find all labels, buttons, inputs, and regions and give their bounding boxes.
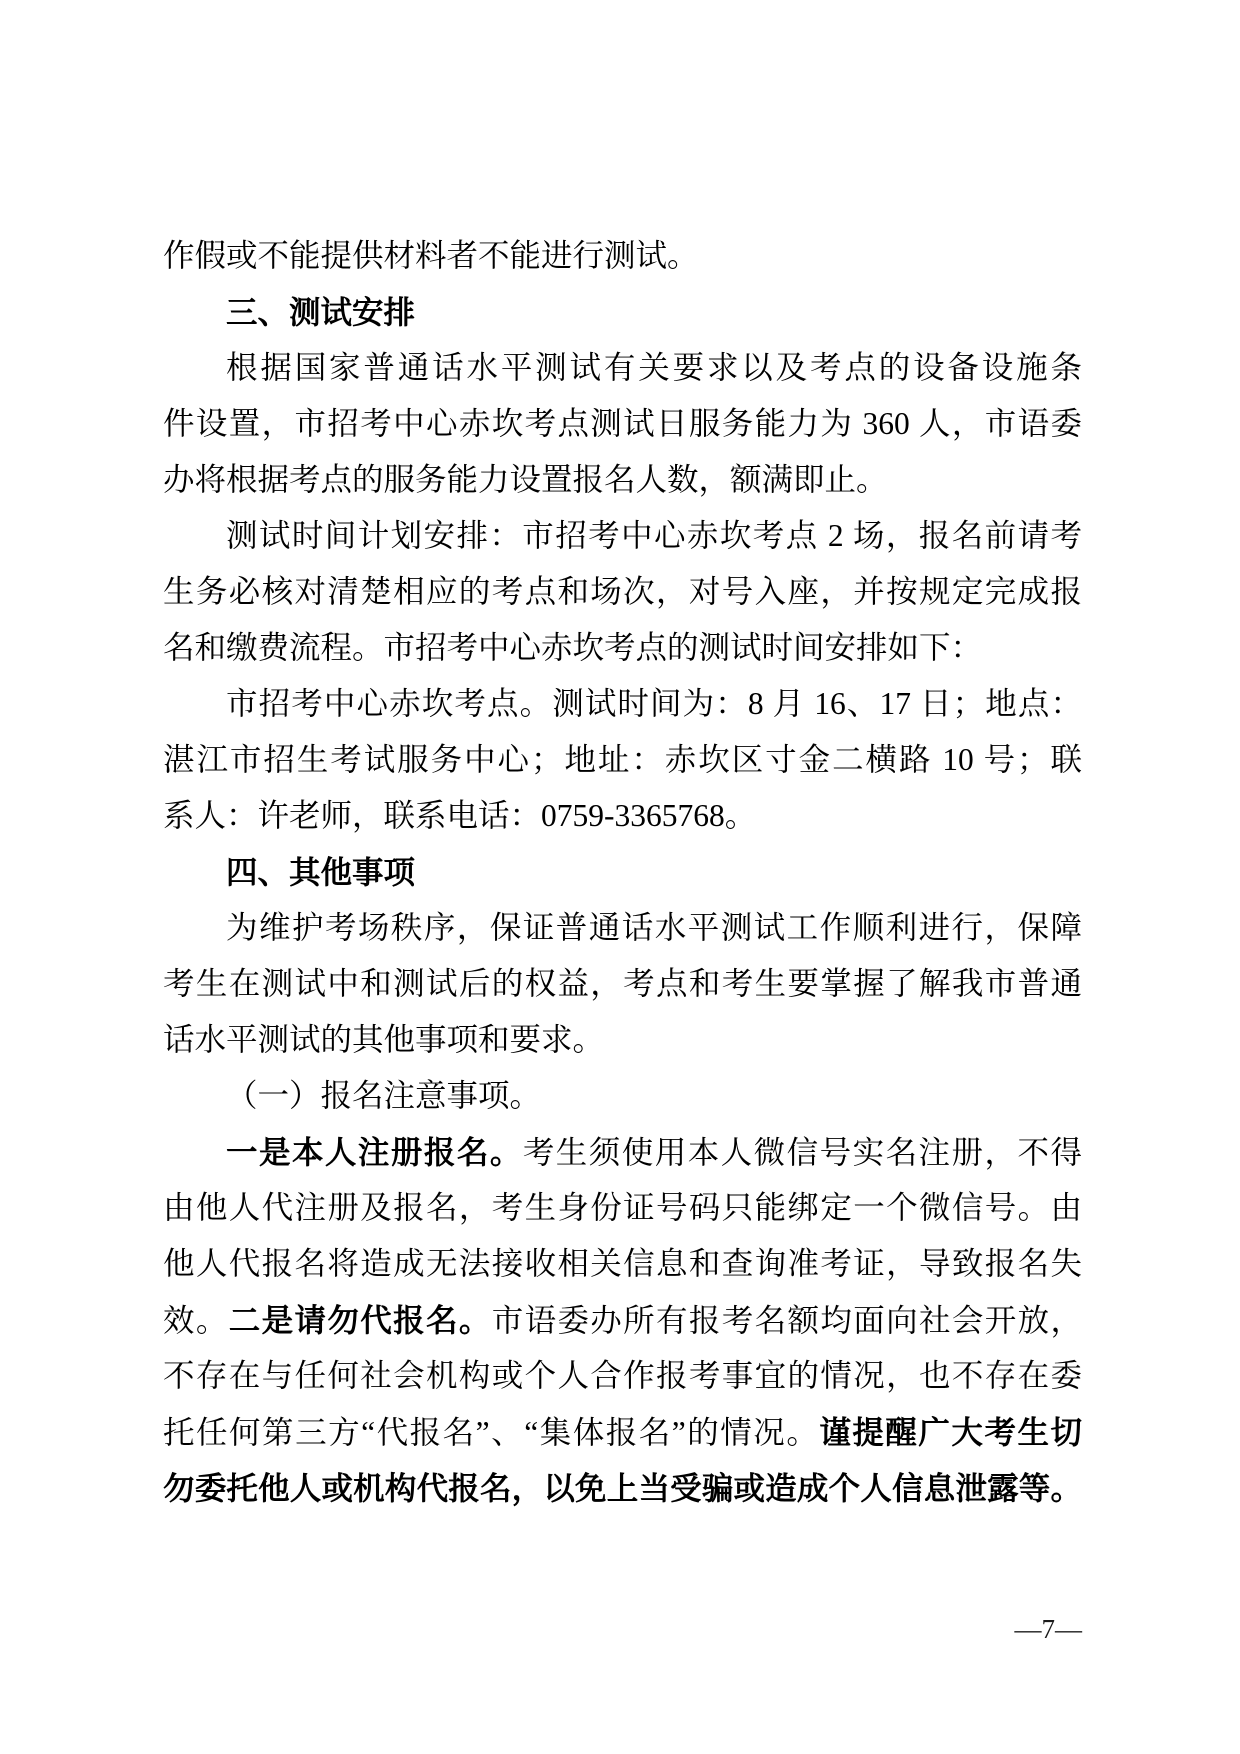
text-line xyxy=(163,508,1082,564)
text-segment: 考生须使用本人微信号实名注册，不得 xyxy=(522,1135,1082,1170)
text-segment: 效。 xyxy=(163,1303,229,1338)
text-segment: （一）报名注意事项。 xyxy=(226,1078,542,1113)
text-segment: 为维护考场秩序，保证普通话水平测试工作顺利进行，保障 xyxy=(226,910,1082,945)
text-segment: 根据国家普通话水平测试有关要求以及考点的设备设施条 xyxy=(226,350,1082,385)
text-line xyxy=(163,1348,1082,1404)
text-segment: 托任何第三方“代报名”、“集体报名”的情况。 xyxy=(163,1415,820,1450)
text-segment: 作假或不能提供材料者不能进行测试。 xyxy=(163,238,699,273)
text-line xyxy=(163,676,1082,732)
text-segment: 生务必核对清楚相应的考点和场次，对号入座，并按规定完成报 xyxy=(163,574,1082,609)
text-segment: 话水平测试的其他事项和要求。 xyxy=(163,1022,605,1057)
text-line xyxy=(163,1292,1082,1348)
text-segment: 勿委托他人或机构代报名，以免上当受骗或造成个人信息泄露等。 xyxy=(163,1470,1082,1506)
text-line xyxy=(163,1404,1082,1460)
text-segment: 考生在测试中和测试后的权益，考点和考生要掌握了解我市普通 xyxy=(163,966,1082,1001)
text-line xyxy=(163,732,1082,788)
text-segment: 测试时间计划安排：市招考中心赤坎考点 2 场，报名前请考 xyxy=(226,518,1082,553)
text-line xyxy=(163,956,1082,1012)
section-heading: 四、其他事项 xyxy=(226,854,416,890)
text-segment: 二是请勿代报名。 xyxy=(228,1302,492,1338)
text-segment: 谨提醒广大考生切 xyxy=(819,1414,1082,1450)
text-segment: 市语委办所有报考名额均面向社会开放， xyxy=(491,1303,1082,1338)
page-number: —7— xyxy=(1014,1614,1082,1644)
section-heading: 三、测试安排 xyxy=(226,294,416,330)
text-line xyxy=(163,396,1082,452)
text-segment: 由他人代注册及报名，考生身份证号码只能绑定一个微信号。由 xyxy=(163,1190,1082,1225)
text-line xyxy=(163,900,1082,956)
text-line xyxy=(163,1180,1082,1236)
text-segment: 名和缴费流程。市招考中心赤坎考点的测试时间安排如下： xyxy=(163,630,983,665)
text-segment: 系人：许老师，联系电话：0759-3365768。 xyxy=(163,798,757,833)
text-line xyxy=(163,788,1082,844)
text-segment: 一是本人注册报名。 xyxy=(226,1134,523,1170)
text-line xyxy=(163,452,1082,508)
document-body xyxy=(163,228,1082,1516)
text-line xyxy=(163,1460,1082,1516)
text-segment: 件设置，市招考中心赤坎考点测试日服务能力为 360 人，市语委 xyxy=(163,406,1082,441)
text-segment: 他人代报名将造成无法接收相关信息和查询准考证，导致报名失 xyxy=(163,1246,1082,1281)
text-line xyxy=(163,564,1082,620)
text-line xyxy=(163,1068,1082,1124)
text-line xyxy=(163,1124,1082,1180)
text-line xyxy=(163,284,1082,340)
text-segment: 不存在与任何社会机构或个人合作报考事宜的情况，也不存在委 xyxy=(163,1358,1082,1393)
text-line xyxy=(163,340,1082,396)
text-segment: 办将根据考点的服务能力设置报名人数，额满即止。 xyxy=(163,462,888,497)
text-line xyxy=(163,844,1082,900)
text-line xyxy=(163,620,1082,676)
text-line xyxy=(163,228,1082,284)
text-segment: 市招考中心赤坎考点。测试时间为：8 月 16、17 日；地点： xyxy=(226,686,1082,721)
text-line xyxy=(163,1012,1082,1068)
text-segment: 湛江市招生考试服务中心；地址：赤坎区寸金二横路 10 号；联 xyxy=(163,742,1082,777)
text-line xyxy=(163,1236,1082,1292)
